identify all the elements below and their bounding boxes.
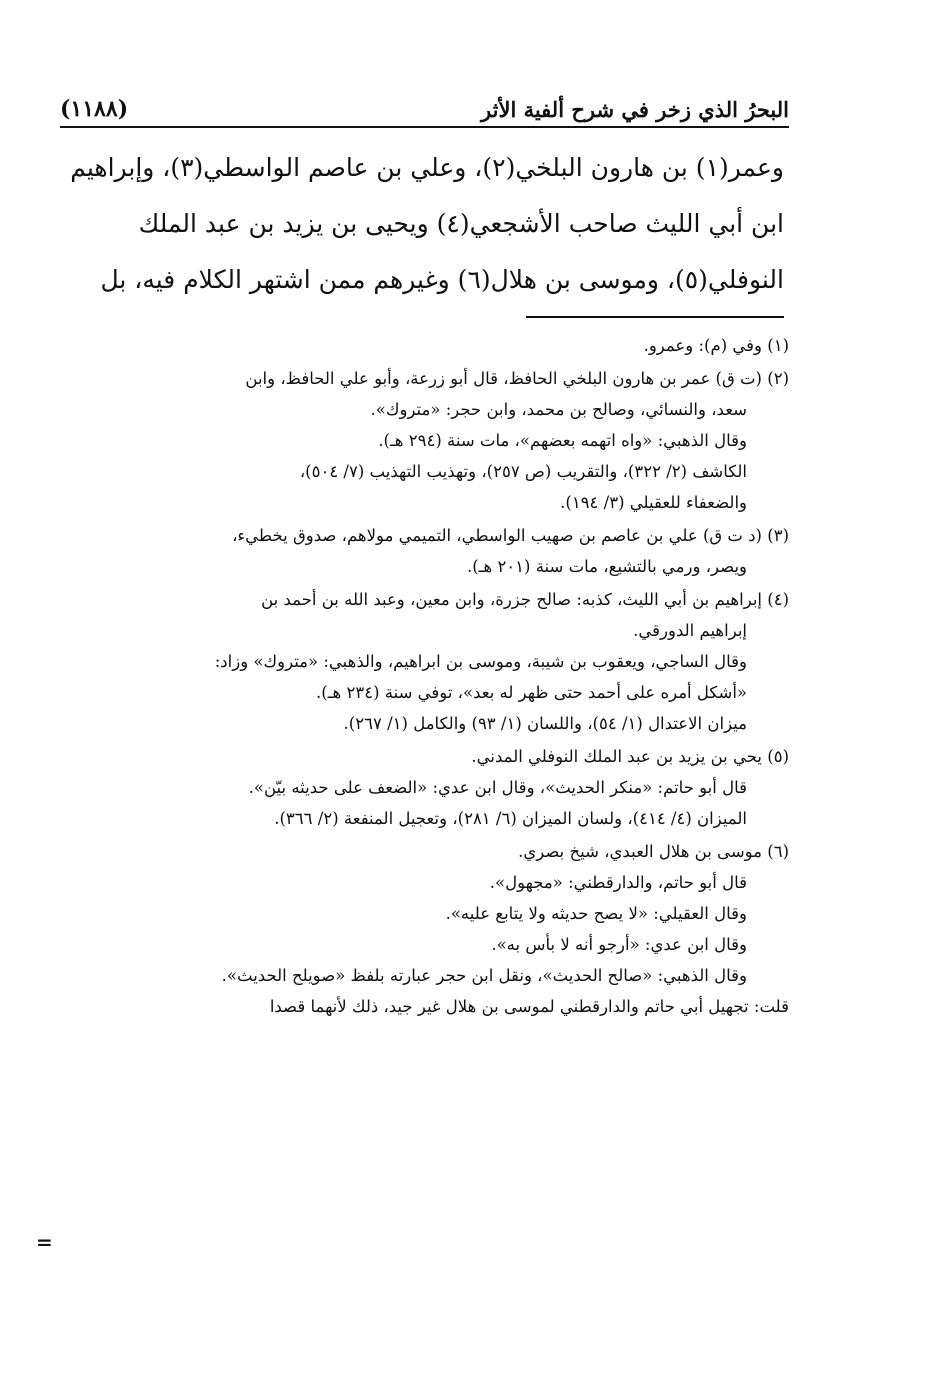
main-text [68,140,784,308]
footnote-line: قال أبو حاتم، والدارقطني: «مجهول». [489,873,747,892]
footnote-line: وقال ابن عدي: «أرجو أنه لا بأس به». [491,935,747,954]
footnote-line: والضعفاء للعقيلي (٣/ ١٩٤). [560,493,747,512]
book-title: البحرُ الذي زخر في شرح ألفية الأثر [481,97,789,122]
footnote-line: الكاشف (٢/ ٣٢٢)، والتقريب (ص ٢٥٧)، وتهذيب التهذيب (٧/ ٥٠٤)، [299,462,747,481]
footnote-line: سعد، والنسائي، وصالح بن محمد، وابن حجر: «متروك». [370,400,747,419]
footnote-line: إبراهيم الدورقي. [633,621,747,640]
footnote-line: وقال الساجي، ويعقوب بن شيبة، وموسى بن ابراهيم، والذهبي: «متروك» وزاد: [214,652,747,671]
footnote-3 [64,520,789,582]
footnote-line: وقال الذهبي: «واه اتهمه بعضهم»، مات سنة (٢٩٤ هـ). [378,431,747,450]
footnote-line: (٦) موسى بن هلال العبدي، شيخ بصري. [518,842,789,861]
main-text-line: وعمر(١) بن هارون البلخي(٢)، وعلي بن عاصم الواسطي(٣)، وإبراهيم [70,153,784,182]
footnote-6 [64,836,789,1022]
footnote-line: ويصر، ورمي بالتشيع، مات سنة (٢٠١ هـ). [466,557,747,576]
footnote-5 [64,741,789,834]
footnote-line: وقال العقيلي: «لا يصح حديثه ولا يتابع عليه». [445,904,747,923]
running-header [60,82,789,122]
main-text-line: النوفلي(٥)، وموسى بن هلال(٦) وغيرهم ممن اشتهر الكلام فيه، بل [100,265,784,294]
page-number: (١١٨٨) [60,96,129,122]
footnote-line: ميزان الاعتدال (١/ ٥٤)، واللسان (١/ ٩٣) والكامل (١/ ٢٦٧). [343,714,747,733]
footnote-line: (٤) إبراهيم بن أبي الليث، كذبه: صالح جزرة، وابن معين، وعبد الله بن أحمد بن [261,590,789,609]
footnote-1 [64,330,789,361]
footnote-line: (١) وفي (م): وعمرو. [643,336,789,355]
footnotes [64,330,789,1022]
footnote-line: «أشكل أمره على أحمد حتى ظهر له بعد»، توفي سنة (٢٣٤ هـ). [316,683,747,702]
footnote-line: قلت: تجهيل أبي حاتم والدارقطني لموسى بن هلال غير جيد، ذلك لأنهما قصدا [269,997,789,1016]
footnote-line: قال أبو حاتم: «منكر الحديث»، وقال ابن عدي: «الضعف على حديثه بيّن». [248,778,747,797]
footnote-line: وقال الذهبي: «صالح الحديث»، ونقل ابن حجر عبارته بلفظ «صويلح الحديث». [221,966,747,985]
continuation-mark: = [36,1230,53,1254]
footnote-separator [526,316,784,318]
footnote-line: (٣) (د ت ق) علي بن عاصم بن صهيب الواسطي، التميمي مولاهم، صدوق يخطيء، [232,526,789,545]
footnote-line: (٥) يحي بن يزيد بن عبد الملك النوفلي المدني. [471,747,789,766]
footnote-4 [64,584,789,739]
footnote-line: الميزان (٤/ ٤١٤)، ولسان الميزان (٦/ ٢٨١)، وتعجيل المنفعة (٢/ ٣٦٦). [274,809,747,828]
footnote-line: (٢) (ت ق) عمر بن هارون البلخي الحافظ، قال أبو زرعة، وأبو علي الحافظ، وابن [245,369,789,388]
header-rule [60,126,789,128]
footnote-2 [64,363,789,518]
main-text-line: ابن أبي الليث صاحب الأشجعي(٤) ويحيى بن يزيد بن عبد الملك [138,209,784,238]
